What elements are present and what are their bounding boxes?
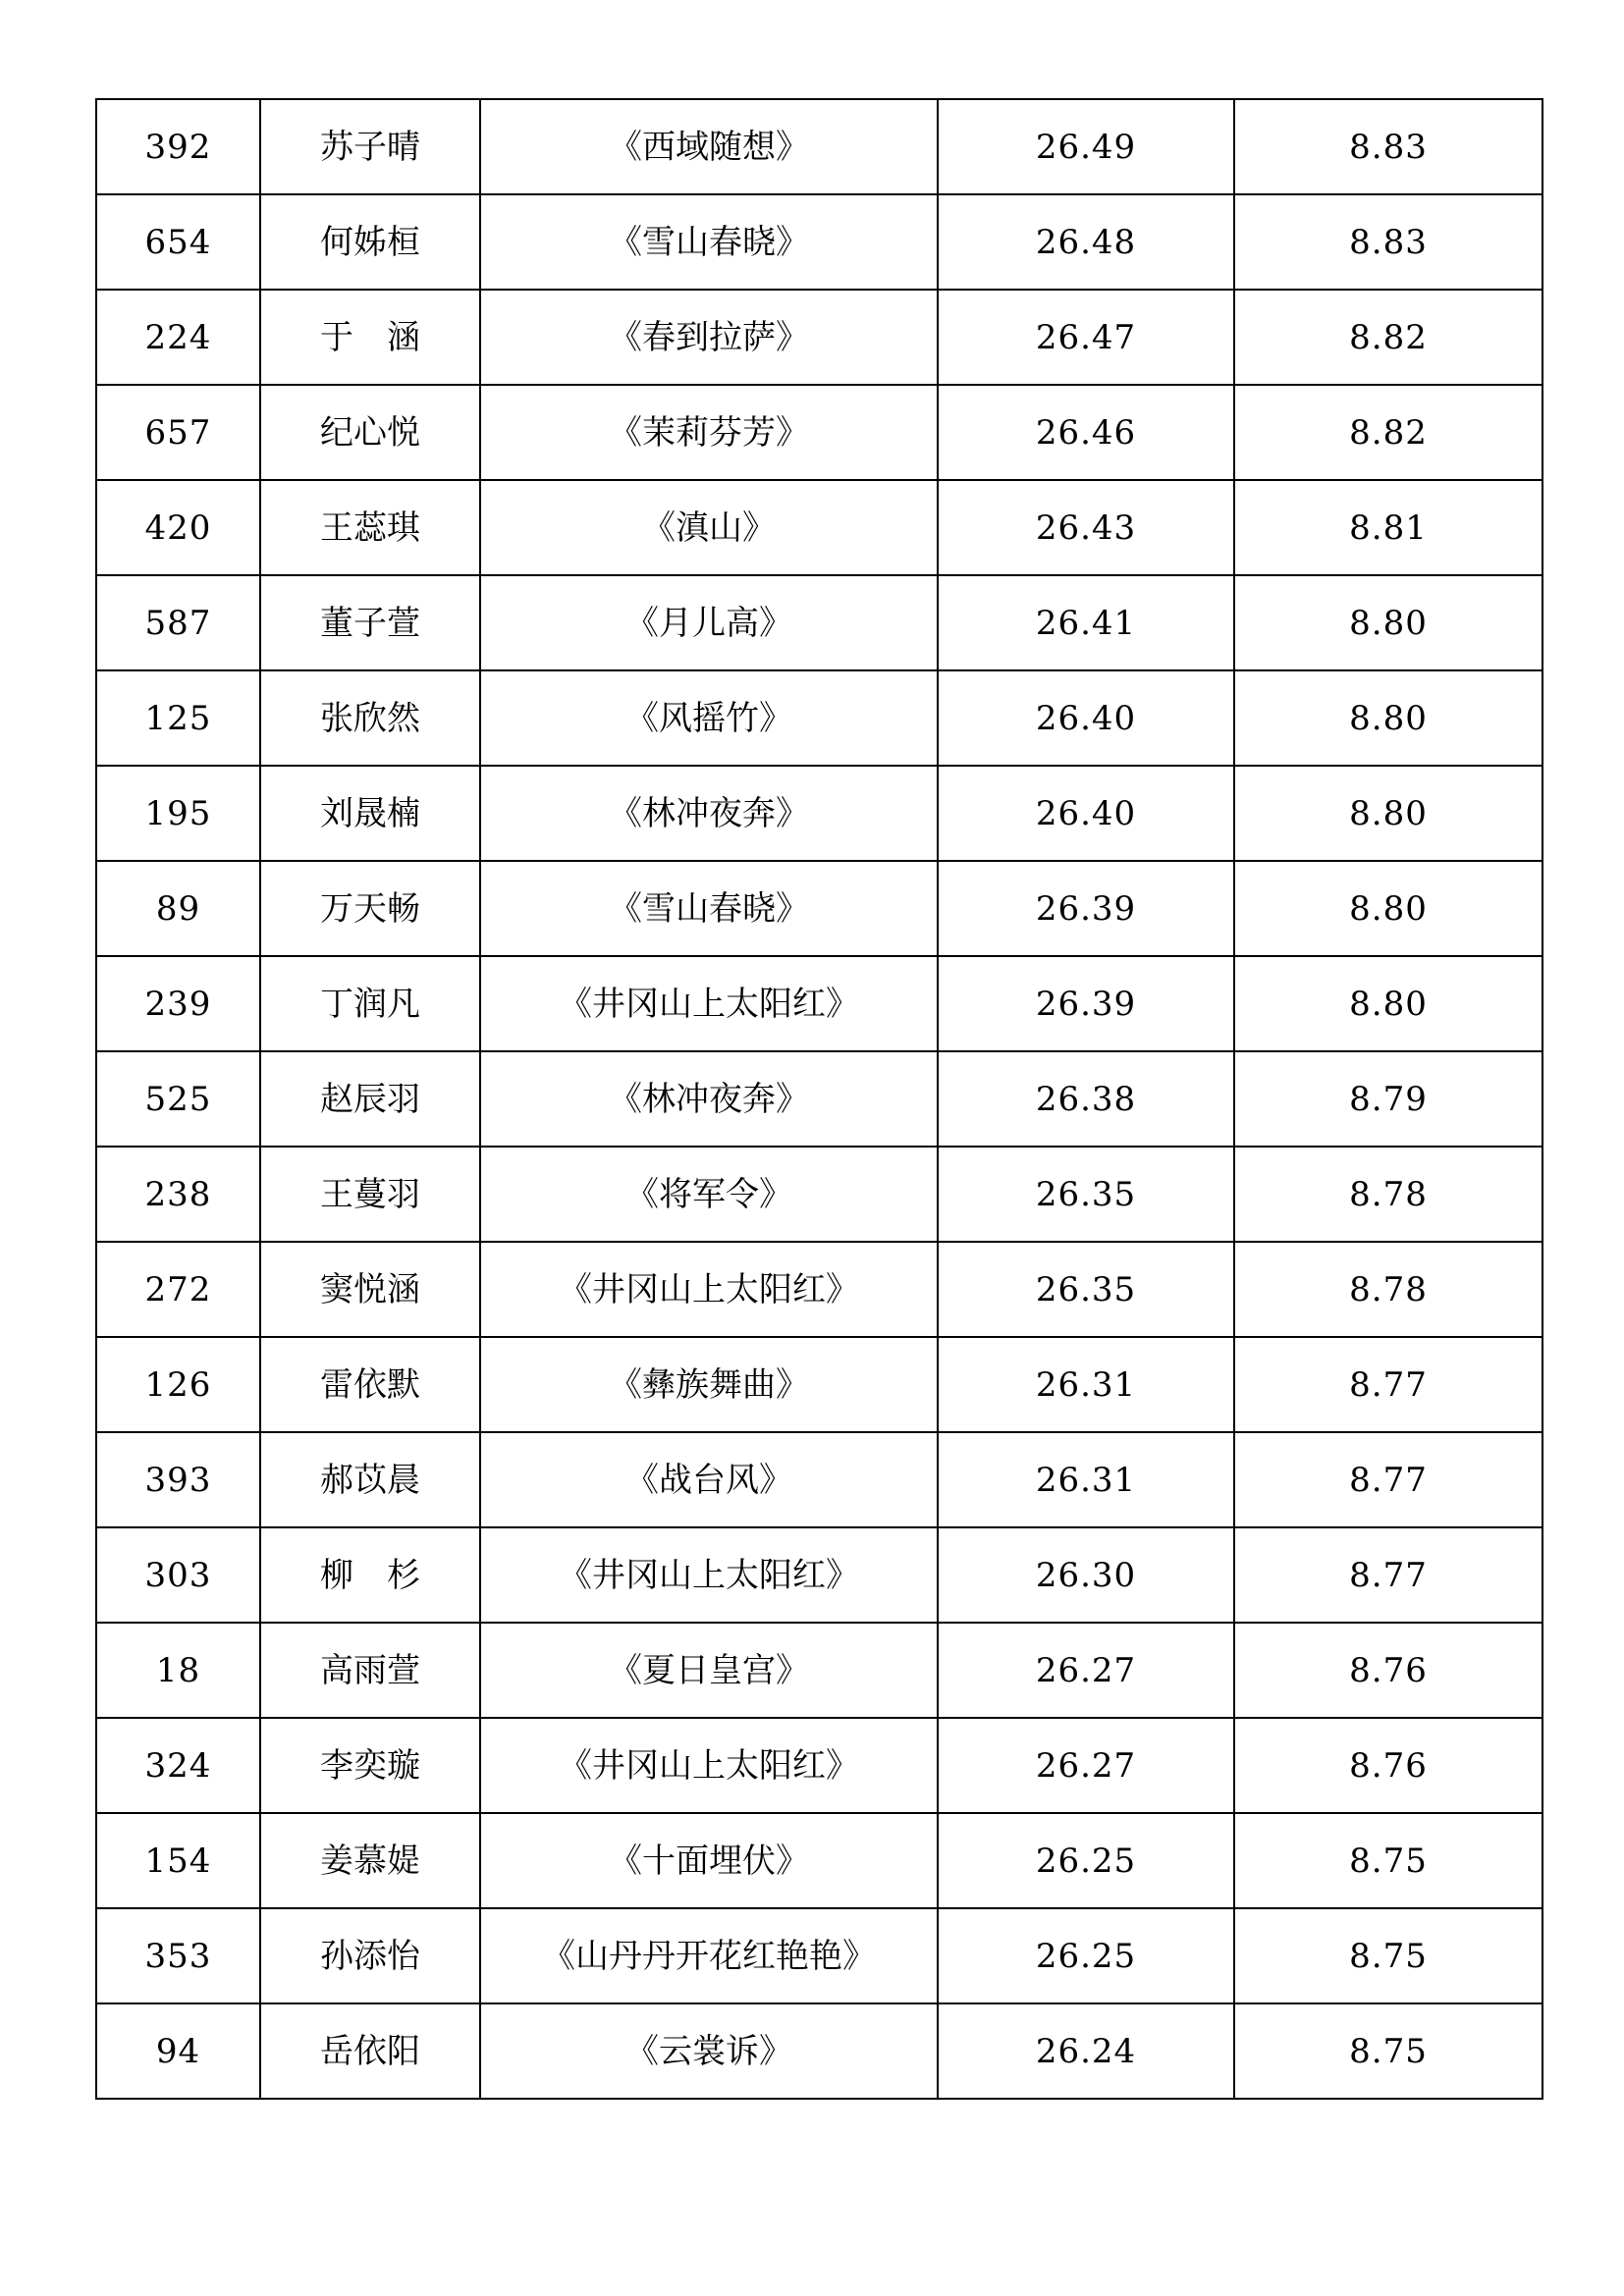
table-row bbox=[96, 1242, 1543, 1337]
results-table bbox=[95, 98, 1543, 2100]
piece-title-cell: 《将军令》 bbox=[480, 1147, 938, 1242]
average-score-cell: 8.80 bbox=[1234, 670, 1543, 766]
piece-title-cell: 《彝族舞曲》 bbox=[480, 1337, 938, 1432]
average-score-cell: 8.75 bbox=[1234, 1813, 1543, 1908]
entry-number-cell: 89 bbox=[96, 861, 260, 956]
piece-title-cell: 《林冲夜奔》 bbox=[480, 766, 938, 861]
total-score-cell: 26.46 bbox=[938, 385, 1234, 480]
average-score-cell: 8.78 bbox=[1234, 1242, 1543, 1337]
table-row bbox=[96, 2003, 1543, 2099]
table-row bbox=[96, 194, 1543, 290]
performer-name-cell: 董子萱 bbox=[260, 575, 480, 670]
table-row bbox=[96, 575, 1543, 670]
average-score-cell: 8.83 bbox=[1234, 194, 1543, 290]
average-score-cell: 8.77 bbox=[1234, 1527, 1543, 1623]
entry-number-cell: 94 bbox=[96, 2003, 260, 2099]
table-row bbox=[96, 766, 1543, 861]
entry-number-cell: 195 bbox=[96, 766, 260, 861]
average-score-cell: 8.76 bbox=[1234, 1718, 1543, 1813]
table-row bbox=[96, 1337, 1543, 1432]
piece-title-cell: 《林冲夜奔》 bbox=[480, 1051, 938, 1147]
entry-number-cell: 272 bbox=[96, 1242, 260, 1337]
total-score-cell: 26.49 bbox=[938, 99, 1234, 194]
average-score-cell: 8.79 bbox=[1234, 1051, 1543, 1147]
average-score-cell: 8.81 bbox=[1234, 480, 1543, 575]
total-score-cell: 26.35 bbox=[938, 1242, 1234, 1337]
entry-number-cell: 224 bbox=[96, 290, 260, 385]
average-score-cell: 8.82 bbox=[1234, 385, 1543, 480]
piece-title-cell: 《十面埋伏》 bbox=[480, 1813, 938, 1908]
performer-name-cell: 刘晟楠 bbox=[260, 766, 480, 861]
results-table-body bbox=[96, 99, 1543, 2099]
piece-title-cell: 《风摇竹》 bbox=[480, 670, 938, 766]
total-score-cell: 26.47 bbox=[938, 290, 1234, 385]
total-score-cell: 26.41 bbox=[938, 575, 1234, 670]
entry-number-cell: 154 bbox=[96, 1813, 260, 1908]
average-score-cell: 8.80 bbox=[1234, 766, 1543, 861]
average-score-cell: 8.80 bbox=[1234, 575, 1543, 670]
performer-name-cell: 于 涵 bbox=[260, 290, 480, 385]
piece-title-cell: 《云裳诉》 bbox=[480, 2003, 938, 2099]
piece-title-cell: 《滇山》 bbox=[480, 480, 938, 575]
performer-name-cell: 雷依默 bbox=[260, 1337, 480, 1432]
table-row bbox=[96, 385, 1543, 480]
table-row bbox=[96, 1623, 1543, 1718]
total-score-cell: 26.27 bbox=[938, 1623, 1234, 1718]
average-score-cell: 8.77 bbox=[1234, 1432, 1543, 1527]
performer-name-cell: 苏子晴 bbox=[260, 99, 480, 194]
table-row bbox=[96, 1051, 1543, 1147]
total-score-cell: 26.31 bbox=[938, 1337, 1234, 1432]
table-row bbox=[96, 1147, 1543, 1242]
piece-title-cell: 《雪山春晓》 bbox=[480, 861, 938, 956]
piece-title-cell: 《春到拉萨》 bbox=[480, 290, 938, 385]
table-row bbox=[96, 1432, 1543, 1527]
performer-name-cell: 郝苡晨 bbox=[260, 1432, 480, 1527]
entry-number-cell: 125 bbox=[96, 670, 260, 766]
average-score-cell: 8.83 bbox=[1234, 99, 1543, 194]
entry-number-cell: 324 bbox=[96, 1718, 260, 1813]
entry-number-cell: 525 bbox=[96, 1051, 260, 1147]
table-row bbox=[96, 1527, 1543, 1623]
entry-number-cell: 654 bbox=[96, 194, 260, 290]
total-score-cell: 26.27 bbox=[938, 1718, 1234, 1813]
entry-number-cell: 393 bbox=[96, 1432, 260, 1527]
piece-title-cell: 《西域随想》 bbox=[480, 99, 938, 194]
average-score-cell: 8.77 bbox=[1234, 1337, 1543, 1432]
table-row bbox=[96, 99, 1543, 194]
performer-name-cell: 张欣然 bbox=[260, 670, 480, 766]
performer-name-cell: 孙添怡 bbox=[260, 1908, 480, 2003]
performer-name-cell: 纪心悦 bbox=[260, 385, 480, 480]
piece-title-cell: 《夏日皇宫》 bbox=[480, 1623, 938, 1718]
total-score-cell: 26.40 bbox=[938, 670, 1234, 766]
piece-title-cell: 《山丹丹开花红艳艳》 bbox=[480, 1908, 938, 2003]
piece-title-cell: 《茉莉芬芳》 bbox=[480, 385, 938, 480]
table-row bbox=[96, 670, 1543, 766]
entry-number-cell: 126 bbox=[96, 1337, 260, 1432]
entry-number-cell: 303 bbox=[96, 1527, 260, 1623]
performer-name-cell: 赵辰羽 bbox=[260, 1051, 480, 1147]
average-score-cell: 8.76 bbox=[1234, 1623, 1543, 1718]
average-score-cell: 8.75 bbox=[1234, 2003, 1543, 2099]
entry-number-cell: 239 bbox=[96, 956, 260, 1051]
table-row bbox=[96, 480, 1543, 575]
average-score-cell: 8.80 bbox=[1234, 956, 1543, 1051]
table-row bbox=[96, 1718, 1543, 1813]
performer-name-cell: 王蔓羽 bbox=[260, 1147, 480, 1242]
total-score-cell: 26.31 bbox=[938, 1432, 1234, 1527]
performer-name-cell: 高雨萱 bbox=[260, 1623, 480, 1718]
total-score-cell: 26.39 bbox=[938, 861, 1234, 956]
entry-number-cell: 392 bbox=[96, 99, 260, 194]
total-score-cell: 26.48 bbox=[938, 194, 1234, 290]
piece-title-cell: 《月儿高》 bbox=[480, 575, 938, 670]
performer-name-cell: 窦悦涵 bbox=[260, 1242, 480, 1337]
average-score-cell: 8.78 bbox=[1234, 1147, 1543, 1242]
average-score-cell: 8.75 bbox=[1234, 1908, 1543, 2003]
total-score-cell: 26.25 bbox=[938, 1908, 1234, 2003]
table-row bbox=[96, 290, 1543, 385]
total-score-cell: 26.38 bbox=[938, 1051, 1234, 1147]
entry-number-cell: 587 bbox=[96, 575, 260, 670]
total-score-cell: 26.43 bbox=[938, 480, 1234, 575]
entry-number-cell: 657 bbox=[96, 385, 260, 480]
total-score-cell: 26.30 bbox=[938, 1527, 1234, 1623]
entry-number-cell: 238 bbox=[96, 1147, 260, 1242]
performer-name-cell: 何姊桓 bbox=[260, 194, 480, 290]
piece-title-cell: 《井冈山上太阳红》 bbox=[480, 956, 938, 1051]
total-score-cell: 26.24 bbox=[938, 2003, 1234, 2099]
performer-name-cell: 王蕊琪 bbox=[260, 480, 480, 575]
entry-number-cell: 18 bbox=[96, 1623, 260, 1718]
piece-title-cell: 《战台风》 bbox=[480, 1432, 938, 1527]
total-score-cell: 26.35 bbox=[938, 1147, 1234, 1242]
average-score-cell: 8.80 bbox=[1234, 861, 1543, 956]
performer-name-cell: 岳依阳 bbox=[260, 2003, 480, 2099]
table-row bbox=[96, 1813, 1543, 1908]
table-row bbox=[96, 861, 1543, 956]
table-row bbox=[96, 956, 1543, 1051]
performer-name-cell: 丁润凡 bbox=[260, 956, 480, 1051]
piece-title-cell: 《雪山春晓》 bbox=[480, 194, 938, 290]
performer-name-cell: 万天畅 bbox=[260, 861, 480, 956]
performer-name-cell: 柳 杉 bbox=[260, 1527, 480, 1623]
total-score-cell: 26.39 bbox=[938, 956, 1234, 1051]
piece-title-cell: 《井冈山上太阳红》 bbox=[480, 1527, 938, 1623]
piece-title-cell: 《井冈山上太阳红》 bbox=[480, 1718, 938, 1813]
total-score-cell: 26.25 bbox=[938, 1813, 1234, 1908]
table-row bbox=[96, 1908, 1543, 2003]
entry-number-cell: 353 bbox=[96, 1908, 260, 2003]
average-score-cell: 8.82 bbox=[1234, 290, 1543, 385]
total-score-cell: 26.40 bbox=[938, 766, 1234, 861]
entry-number-cell: 420 bbox=[96, 480, 260, 575]
performer-name-cell: 李奕璇 bbox=[260, 1718, 480, 1813]
performer-name-cell: 姜慕媞 bbox=[260, 1813, 480, 1908]
piece-title-cell: 《井冈山上太阳红》 bbox=[480, 1242, 938, 1337]
